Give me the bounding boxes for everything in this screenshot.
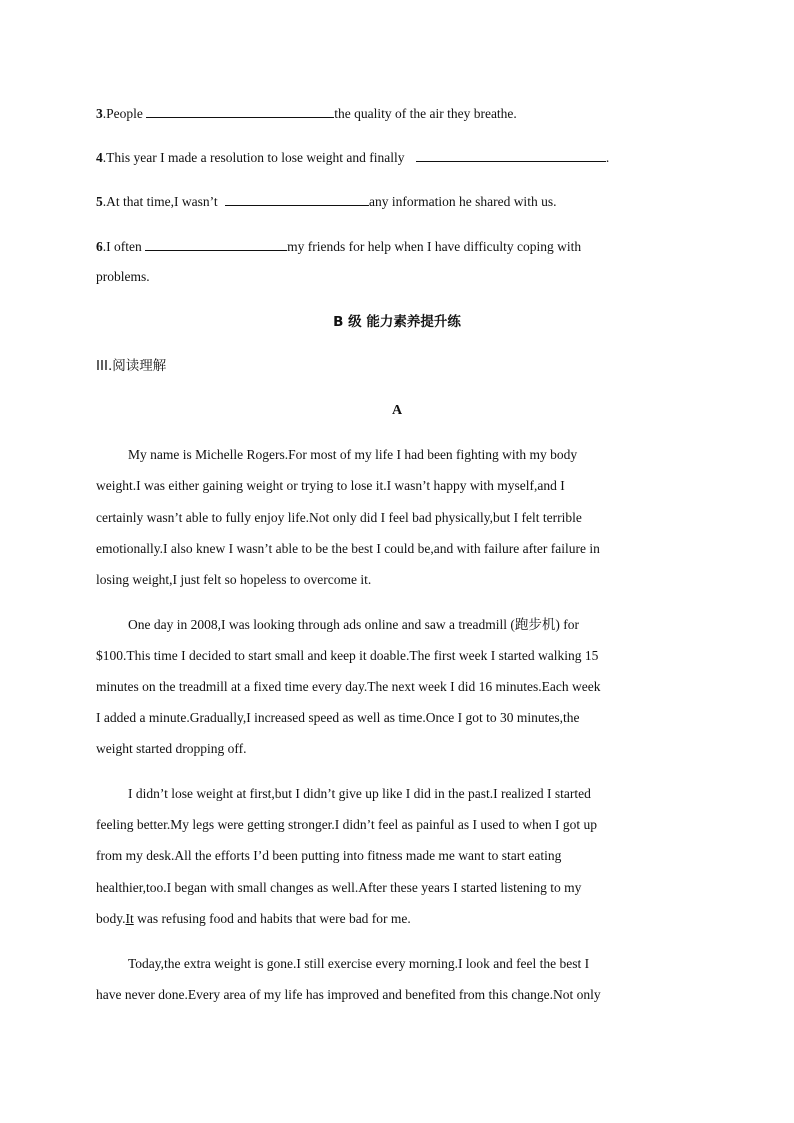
exercise-3 xyxy=(96,104,517,123)
section-title: B 级 能力素养提升练 xyxy=(333,314,461,330)
passage-line: losing weight,I just felt so hopeless to overcome it. xyxy=(96,572,372,587)
answer-blank[interactable] xyxy=(416,148,606,162)
passage-line: emotionally.I also knew I wasn’t able to be the best I could be,and with failure after failure in xyxy=(96,541,600,556)
passage-title: A xyxy=(391,403,403,418)
exercise-6 xyxy=(96,237,581,256)
passage-line: I added a minute.Gradually,I increased speed as well as time.Once I got to 30 minutes,the xyxy=(96,710,580,725)
exercise-text-after: . xyxy=(605,150,610,165)
passage-line: minutes on the treadmill at a fixed time every day.The next week I did 16 minutes.Each week xyxy=(96,679,601,694)
exercise-5 xyxy=(96,192,556,211)
exercise-number: 6 xyxy=(96,239,103,254)
passage-line: I didn’t lose weight at first,but I didn’t give up like I did in the past.I realized I started xyxy=(128,786,591,801)
exercise-text-before: .This year I made a resolution to lose weight and finally xyxy=(102,150,408,165)
exercise-text-after: the quality of the air they breathe. xyxy=(334,106,517,121)
passage-line: My name is Michelle Rogers.For most of my life I had been fighting with my body xyxy=(128,447,578,462)
exercise-text-before: .People xyxy=(102,106,147,121)
answer-blank[interactable] xyxy=(225,192,369,206)
passage-line: $100.This time I decided to start small and keep it doable.The first week I started walking 15 xyxy=(96,648,599,663)
passage-line: have never done.Every area of my life has improved and benefited from this change.Not only xyxy=(96,987,601,1002)
passage-line: from my desk.All the efforts I’d been putting into fitness made me want to start eating xyxy=(96,848,562,863)
passage-line xyxy=(96,910,696,928)
answer-blank[interactable] xyxy=(145,237,287,251)
passage-text: body. xyxy=(96,911,126,926)
passage-line: One day in 2008,I was looking through ads online and saw a treadmill (跑步机) for xyxy=(128,617,580,632)
passage-line: feeling better.My legs were getting stronger.I didn’t feel as painful as I used to when I got up xyxy=(96,817,597,832)
exercise-number: 3 xyxy=(96,106,103,121)
passage-line: certainly wasn’t able to fully enjoy life.Not only did I feel bad physically,but I felt terrible xyxy=(96,510,582,525)
passage-line: weight started dropping off. xyxy=(96,741,247,756)
exercise-text-after: my friends for help when I have difficulty coping with xyxy=(287,239,582,254)
passage-line: weight.I was either gaining weight or trying to lose it.I wasn’t happy with myself,and I xyxy=(96,478,565,493)
passage-line: healthier,too.I began with small changes as well.After these years I started listening to my xyxy=(96,880,582,895)
exercise-text-after: any information he shared with us. xyxy=(368,194,557,209)
underlined-word: It xyxy=(125,911,134,926)
exercise-text-before: .I often xyxy=(102,239,146,254)
passage-line: Today,the extra weight is gone.I still exercise every morning.I look and feel the best I xyxy=(128,956,590,971)
exercise-number: 4 xyxy=(96,150,103,165)
exercise-number: 5 xyxy=(96,194,103,209)
answer-blank[interactable] xyxy=(146,104,334,118)
exercise-6-continuation: problems. xyxy=(96,269,150,284)
exercise-text-before: .At that time,I wasn’t xyxy=(102,194,221,209)
passage-text: was refusing food and habits that were bad for me. xyxy=(133,911,411,926)
exercise-4 xyxy=(96,148,609,167)
part-heading: III.阅读理解 xyxy=(96,358,167,374)
